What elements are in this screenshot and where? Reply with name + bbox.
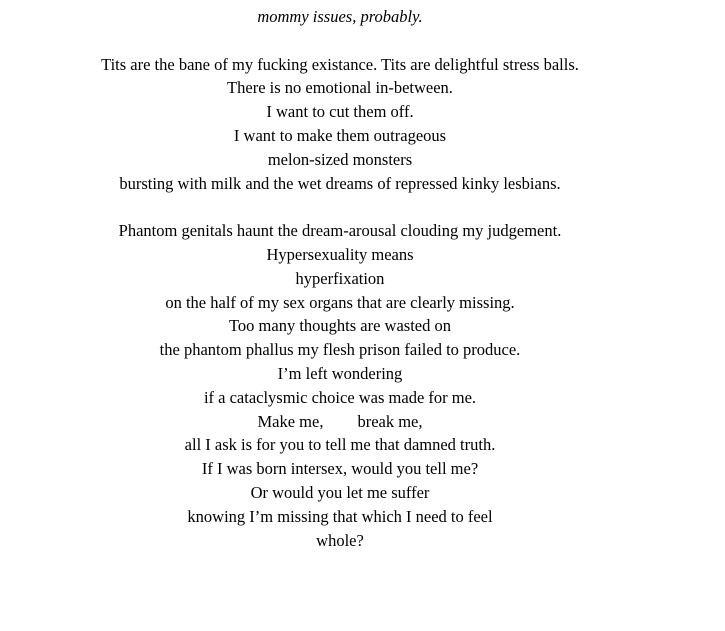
poem-line: on the half of my sex organs that are clearly missing.: [165, 292, 515, 312]
poem-title: mommy issues, probably.: [257, 7, 423, 26]
poem-line: the phantom phallus my flesh prison failed to produce.: [159, 340, 521, 360]
poem-line: knowing I’m missing that which I need to feel: [187, 506, 493, 526]
poem-line: whole?: [316, 530, 364, 550]
stanza-break: [0, 29, 680, 53]
stanza-break: [0, 195, 680, 219]
poem-line: if a cataclysmic choice was made for me.: [203, 387, 477, 407]
poem-line: bursting with milk and the wet dreams of repressed kinky lesbians.: [119, 173, 561, 193]
poem: [0, 5, 680, 552]
poem-line: There is no emotional in-between.: [227, 78, 453, 98]
poem-line: Too many thoughts are wasted on: [228, 316, 451, 336]
poem-line: Or would you let me suffer: [250, 482, 430, 502]
poem-line: melon-sized monsters: [267, 149, 413, 169]
split-line-left: Make me,: [257, 411, 324, 431]
poem-line: I want to make them outrageous: [233, 125, 447, 145]
split-line-right: break me,: [357, 411, 423, 431]
poem-line: I’m left wondering: [277, 363, 403, 383]
poem-split-line: [0, 410, 680, 434]
poem-line: hyperfixation: [295, 268, 385, 288]
poem-line: all I ask is for you to tell me that damned truth.: [184, 435, 496, 455]
poem-line: If I was born intersex, would you tell me?: [201, 459, 479, 479]
poem-line: Hypersexuality means: [266, 244, 414, 264]
poem-line: Phantom genitals haunt the dream-arousal clouding my judgement.: [118, 221, 562, 241]
poem-line: Tits are the bane of my fucking existance. Tits are delightful stress balls.: [101, 54, 579, 74]
poem-line: I want to cut them off.: [266, 102, 414, 122]
